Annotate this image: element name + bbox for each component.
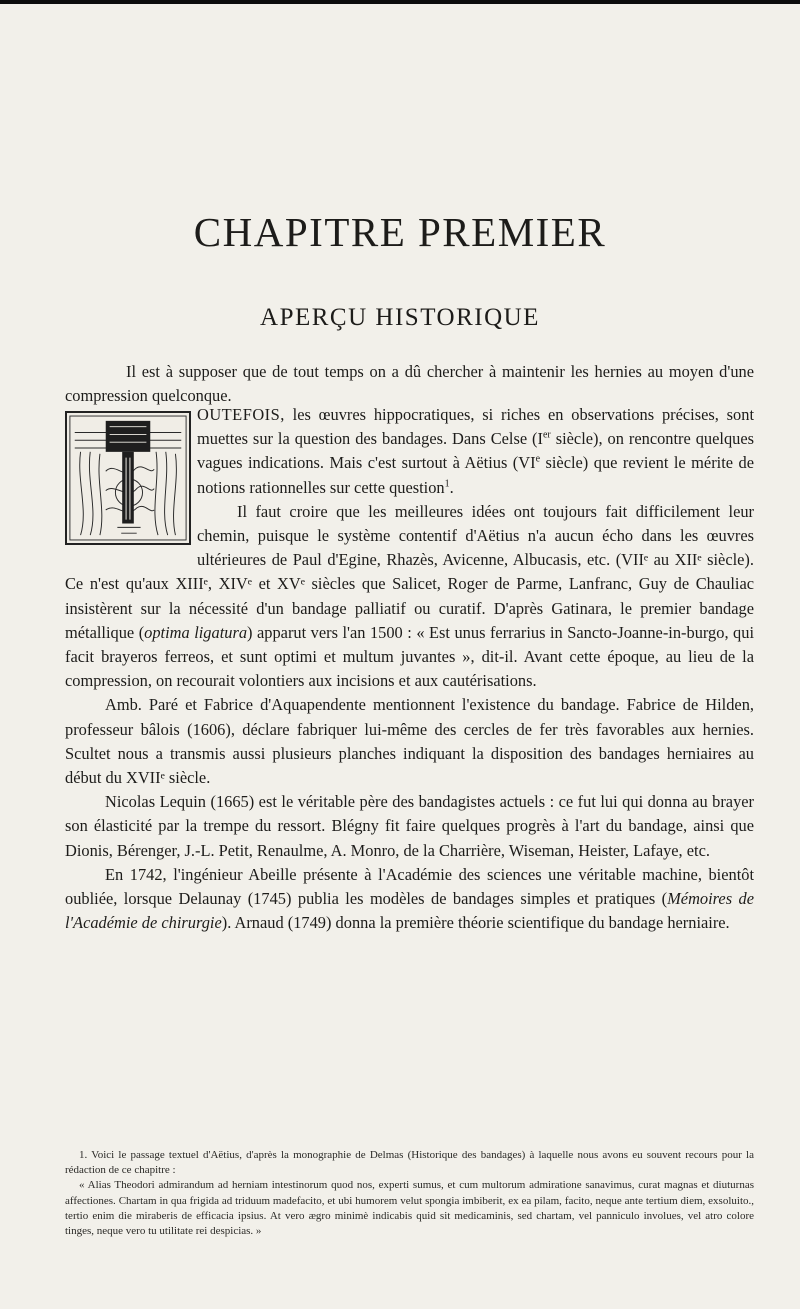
paragraph-5-italic: Mémoires de l'Académie de chirurgie — [65, 889, 754, 933]
paragraph-1-text-d: . — [449, 477, 454, 497]
drop-cap-word: OUTEFOIS, — [197, 405, 285, 424]
intro-paragraph: Il est à supposer que de tout temps on a dû chercher à maintenir les hernies au moyen d'une compression quelconque. — [65, 362, 754, 406]
section-title: APERÇU HISTORIQUE — [260, 304, 540, 331]
paragraph-4: Nicolas Lequin (1665) est le véritable père des bandagistes actuels : ce fut lui qui donna au brayer son élasticité par la trempe du ressort. Blégny fit faire quelques progrès à l'art du bandage, ainsi que Dionis, Bérenger, J.-L. Petit, Renaulme, A. Monro, de la Charrière, Wiseman, Heister, Lafaye, etc. — [65, 792, 754, 860]
footnotes — [65, 1148, 754, 1239]
main-text — [65, 403, 754, 935]
paragraph-2-italic: optima ligatura — [144, 622, 248, 642]
paragraph-1-text-c: siècle) que revient le mérite de notions rationnelles sur cette question — [197, 453, 754, 497]
paragraph-5-text-a: En 1742, l'ingénieur Abeille présente à l'Académie des sciences une véritable machine, bientôt oubliée, lorsque Delaunay (1745) publia les modèles de bandages simples et pratiques ( — [65, 864, 754, 909]
superscript-e: e — [535, 453, 541, 465]
paragraph-5-text-b: ). Arnaud (1749) donna la première théorie scientifique du bandage herniaire. — [221, 913, 730, 933]
page-top-edge — [0, 0, 800, 4]
paragraph-1-text-b: siècle), on rencontre quelques vagues indications. Mais c'est surtout à Aëtius (VI — [197, 429, 754, 473]
paragraph-1-text-a: les œuvres hippocratiques, si riches en observations précises, sont muettes sur la question des bandages. Dans Celse (I — [197, 405, 754, 449]
ornament-illustration — [67, 413, 189, 543]
chapter-title: CHAPITRE PREMIER — [193, 209, 607, 255]
paragraph-5 — [65, 863, 754, 936]
footnote-marker: 1 — [444, 478, 450, 490]
footnote-latin-quote: « Alias Theodori admirandum ad herniam intestinorum quod nos, experti sumus, et cum multorum admiratione sanavimus, curat magnas et diuturnas affectiones. Chartam in qua frigida ad triduum madefacito, et ubi humorem velut spongia imbiberit, ex ea pilam, facito, neque ante tertium diem, exsoluito., tertio enim die miraberis de efficacia ipsius. At vero ægro minimè indicabis quid sit medicaminis, sed chartam, vel panniculo involues, vel atro colore tinges, neque vero tu utilitate rei despicias. » — [65, 1179, 754, 1238]
footnote-1: 1. Voici le passage textuel d'Aëtius, d'après la monographie de Delmas (Historique des bandages) à laquelle nous avons eu souvent recours pour la rédaction de ce chapitre : — [65, 1149, 754, 1177]
paragraph-2-text-a: Il faut croire que les meilleures idées ont toujours fait difficilement leur chemin, puisque le système contentif d'Aëtius n'a aucun écho dans les œuvres ultérieures de Paul d'Egine, Rhazès, Avicenne, Albucasis, etc. (VIIᵉ au XIIᵉ siècle). Ce n'est qu'aux XIIIᵉ, XIVᵉ et XVᵉ siècles que Salicet, Roger de Parme, Lanfranc, Guy de Chauliac insistèrent sur la nécessité d'un bandage palliatif ou curatif. D'après Gatinara, le premier bandage métallique ( — [65, 501, 754, 642]
superscript-er: er — [542, 429, 551, 441]
paragraph-3: Amb. Paré et Fabrice d'Aquapendente mentionnent l'existence du bandage. Fabrice de Hilden, professeur bâlois (1606), déclare fabriquer lui-même des cercles de fer très favorables aux hernies. Scultet nous a transmis aussi plusieurs planches indiquant la disposition des bandages herniaires au début du XVIIᵉ siècle. — [65, 695, 754, 788]
paragraph-2-text-b: ) apparut vers l'an 1500 : « Est unus ferrarius in Sancto-Joanne-in-burgo, qui facit brayeros ferreos, et sunt optimi et multum juvantes », dit-il. Avant cette époque, au lieu de la compression, on recourait volontiers aux incisions et aux cautérisations. — [65, 622, 754, 691]
ornamental-initial-t — [65, 411, 191, 545]
